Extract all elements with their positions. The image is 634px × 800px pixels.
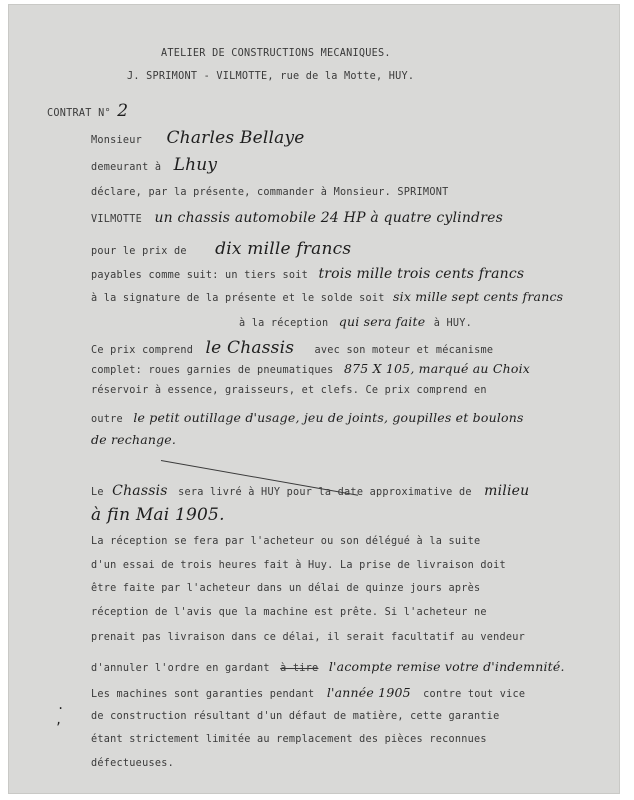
label-comprend: Ce prix comprend: [91, 345, 194, 356]
line-client-name: [91, 128, 305, 148]
included-item: le Chassis: [205, 338, 295, 358]
label-le: Le: [91, 487, 104, 498]
forfeit-note: l'acompte remise votre d'indemnité.: [328, 659, 565, 674]
line-payment-terms: [91, 266, 524, 282]
line-terms-5: prenait pas livraison dans ce délai, il serait facultatif au vendeur: [91, 632, 526, 643]
label-prix: pour le prix de: [91, 246, 187, 257]
label-payables: payables comme suit: un tiers soit: [91, 270, 309, 281]
line-terms-4: réception de l'avis que la machine est prête. Si l'acheteur ne: [91, 607, 487, 618]
delivery-date: à fin Mai 1905.: [91, 505, 225, 525]
line-includes: [91, 338, 493, 358]
line-price: [91, 239, 351, 259]
line-accessories: réservoir à essence, graisseurs, et clefs. Ce prix comprend en: [91, 385, 487, 396]
tools-description: le petit outillage d'usage, jeu de joints, goupilles et boulons: [133, 410, 524, 425]
delivery-period-a: milieu: [484, 483, 530, 499]
header-title: ATELIER DE CONSTRUCTIONS MECANIQUES.: [161, 48, 391, 59]
line-warranty-2: de construction résultant d'un défaut de matière, cette garantie: [91, 711, 500, 722]
label-garanties: Les machines sont garanties pendant: [91, 689, 315, 700]
line-declaration: déclare, par la présente, commander à Monsieur. SPRIMONT: [91, 187, 449, 198]
delivered-item: Chassis: [112, 483, 168, 499]
line-warranty-4: défectueuses.: [91, 758, 174, 769]
line-terms-1: La réception se fera par l'acheteur ou son délégué à la suite: [91, 536, 481, 547]
label-signature: à la signature de la présente et le solde soit: [91, 293, 385, 304]
line-client-address: [91, 155, 217, 175]
price-amount: dix mille francs: [215, 239, 352, 259]
label-annuler: d'annuler l'ordre en gardant: [91, 663, 270, 674]
label-livre: sera livré à HUY pour la date approximative de: [178, 487, 472, 498]
label-huy: à HUY.: [433, 318, 473, 329]
contract-label: CONTRAT N°: [47, 108, 111, 119]
contract-number-line: [47, 101, 128, 121]
tyre-size: 875 X 105, marqué au Choix: [343, 361, 531, 376]
line-item: [91, 210, 503, 226]
line-delivery: [91, 483, 529, 499]
margin-mark: ,: [55, 713, 63, 727]
balance-amount: six mille sept cents francs: [393, 289, 564, 304]
line-terms-2: d'un essai de trois heures fait à Huy. La prise de livraison doit: [91, 560, 506, 571]
label-demeurant: demeurant à: [91, 162, 162, 173]
line-balance: [91, 289, 563, 304]
reception-note: qui sera faite: [338, 314, 426, 329]
client-city: Lhuy: [173, 155, 218, 175]
line-tools: [91, 410, 524, 425]
line-warranty: [91, 685, 525, 700]
first-payment: trois mille trois cents francs: [318, 266, 525, 282]
label-outre: outre: [91, 414, 123, 425]
struck-text: à tire: [280, 663, 319, 674]
line-terms-3: être faite par l'acheteur dans un délai de quinze jours après: [91, 583, 481, 594]
header-address: J. SPRIMONT - VILMOTTE, rue de la Motte, HUY.: [127, 71, 415, 82]
label-moteur: avec son moteur et mécanisme: [314, 345, 494, 356]
label-vilmotte: VILMOTTE: [91, 214, 143, 225]
label-pneumatiques: complet: roues garnies de pneumatiques: [91, 365, 334, 376]
line-spares: [91, 432, 176, 447]
margin-mark: .: [57, 698, 65, 712]
warranty-period: l'année 1905: [326, 685, 411, 700]
label-reception: à la réception: [239, 318, 329, 329]
line-terms-6: [91, 659, 565, 674]
line-delivery-date: [91, 505, 225, 525]
line-warranty-3: étant strictement limitée au remplacement des pièces reconnues: [91, 734, 487, 745]
item-description: un chassis automobile 24 HP à quatre cylindres: [154, 210, 503, 226]
contract-document: [8, 4, 620, 794]
spares-note: de rechange.: [91, 432, 177, 447]
contract-number: 2: [117, 101, 129, 121]
line-tyres: [91, 361, 530, 376]
label-monsieur: Monsieur: [91, 135, 143, 146]
label-vice: contre tout vice: [423, 689, 526, 700]
line-reception: [239, 314, 472, 329]
client-name: Charles Bellaye: [166, 128, 305, 148]
